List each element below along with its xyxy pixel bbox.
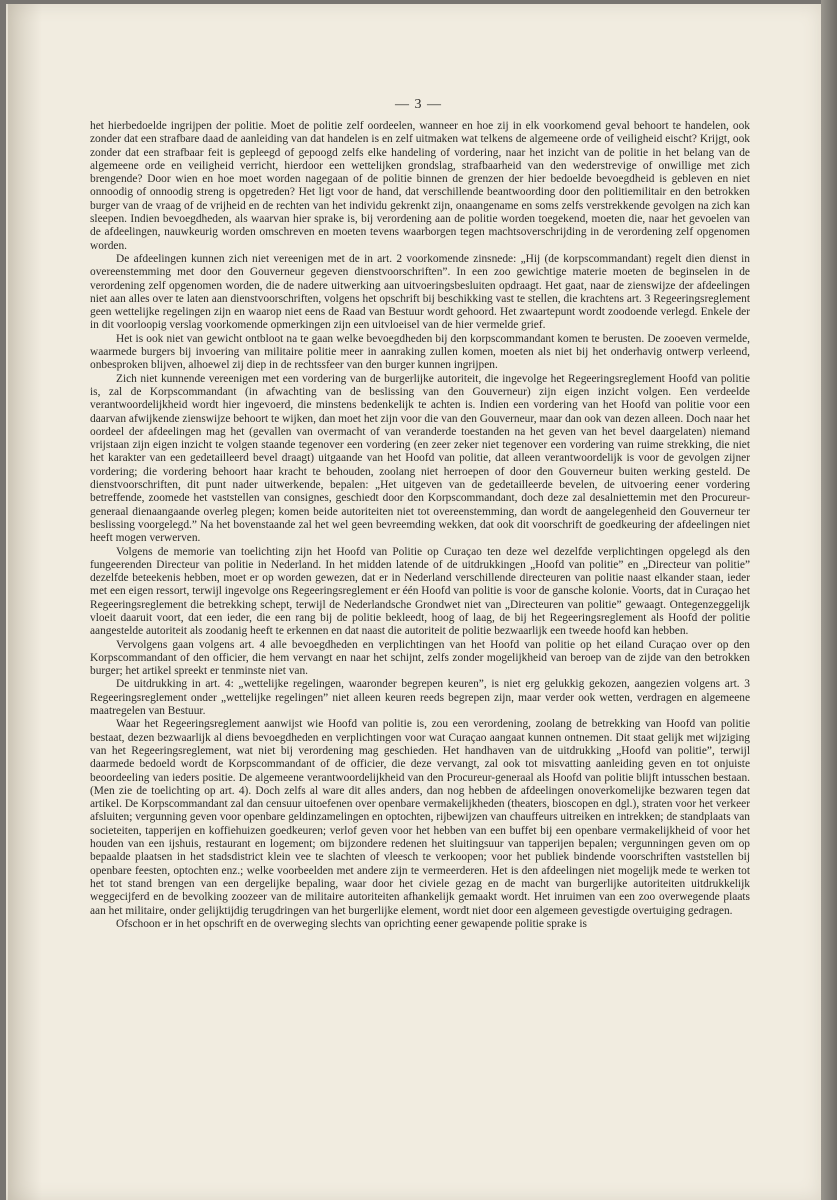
paragraph: Het is ook niet van gewicht ontbloot na te gaan welke bevoegdheden bij den korpscommandant komen te berusten. De zooeven vermelde, waarmede burgers bij invoering van militaire politie meer in aanraking zullen komen, moeten als niet bij het onderhavig ontwerp verleend, onbesproken blijven, alhoewel zij diep in de rechtssfeer van den burger kunnen ingrijpen. <box>90 332 750 372</box>
paragraph: het hierbedoelde ingrijpen der politie. Moet de politie zelf oordeelen, wanneer en hoe zij in elk voorkomend geval behoort te handelen, ook zonder dat een strafbare daad de aanleiding van dat handelen is en zelf uitmaken wat telkens de algemeene orde of veiligheid eischt? Krijgt, ook zonder dat een strafbaar feit is gepleegd of gepoogd zelfs elke handeling of vordering, naar het inzicht van de politie in het belang van de algemeene orde en veiligheid verricht, hierdoor een wettelijken grondslag, strafbaarheid van den wederstrevige of onwillige met zich brengende? Door wien en hoe moet worden nagegaan of de politie binnen de grenzen der hier bedoelde bevoegdheid is gebleven en niet onnoodig of onnoodig streng is opgetreden? Het ligt voor de hand, dat verschillende beantwoording door den politiemilitair en den betrokken burger van de vraag of de vrijheid en de rechten van het individu gekrenkt zijn, onaangename en soms zelfs verstrekkende gevolgen na zich kan sleepen. Indien bevoegdheden, als waarvan hier sprake is, bij verordening aan de politie worden toegekend, moeten die, naar het gevoelen van de afdeelingen, nauwkeurig worden omschreven en moeten tevens waarborgen tegen machtsoverschrijding in de verordening zelf opgenomen worden. <box>90 120 750 252</box>
page-edge <box>821 0 837 1200</box>
paragraph: Waar het Regeeringsreglement aanwijst wie Hoofd van politie is, zou een verordening, zoolang de betrekking van Hoofd van politie bestaat, dezen bezwaarlijk al diens bevoegdheden en verplichtingen voor wat Curaçao aangaat kunnen ontnemen. Dit staat gelijk met wijziging van het Regeeringsreglement, wat niet bij verordening mag geschieden. Het handhaven van de uitdrukking „Hoofd van politie”, terwijl daarmede bedoeld wordt de Korpscommandant of de officier, die deze vervangt, zal ook tot misvatting aanleiding geven en tot onjuiste beoordeeling van ieders positie. De algemeene verantwoordelijkheid van den Procureur-generaal als Hoofd van politie blijft intusschen bestaan. (Men zie de toelichting op art. 4). Doch zelfs al ware dit alles anders, dan nog hebben de afdeelingen onoverkomelijke bezwaren tegen dat artikel. De Korpscommandant zal dan censuur uitoefenen over openbare vermakelijkheden (theaters, bioscopen en dgl.), straten voor het verkeer afsluiten; vergunning geven voor openbare geldinzamelingen en optochten, rijbewijzen van chauffeurs uitreiken en intrekken; de standplaats van societeiten, tapperijen en koffiehuizen goedkeuren; verlof geven voor het hebben van een buffet bij een openbare vermakelijkheid of voor het houden van een ijshuis, restaurant en logement; om bijzondere redenen het sluitingsuur van tapperijen bepalen; vergunningen geven om op bepaalde plaatsen in het stadsdistrict klein vee te slachten of vleesch te verkoopen; voor het publiek bindende voorschriften vaststellen bij openbare feesten, optochten enz.; welke voorbeelden met andere zijn te vermeerderen. Het is den afdeelingen niet mogelijk mede te werken tot het tot stand brengen van een dergelijke bepaling, waar door het civiele gezag en de macht van burgerlijke autoriteiten uitdrukkelijk weggecijferd en de bevolking zoozeer van de militaire autoriteiten afhankelijk gemaakt wordt. Het inruimen van een zoo overwegende plaats aan het militaire, onder gelijktijdig terugdringen van het burgerlijke element, wordt niet door een algemeen gevestigde overtuiging gedragen. <box>90 718 750 917</box>
page-fold-shadow <box>8 4 42 1200</box>
paragraph: Vervolgens gaan volgens art. 4 alle bevoegdheden en verplichtingen van het Hoofd van politie op het eiland Curaçao over op den Korpscommandant of den officier, die hem vervangt en naar het schijnt, zelfs zonder mogelijkheid van beroep van de zijde van den betrokken burger; het artikel spreekt er tenminste niet van. <box>90 638 750 678</box>
paragraph: Volgens de memorie van toelichting zijn het Hoofd van Politie op Curaçao ten deze wel dezelfde verplichtingen opgelegd als den fungeerenden Directeur van politie in Nederland. In het midden latende of de uitdrukkingen „Hoofd van politie” en „Directeur van politie” dezelfde beteekenis hebben, moet er op worden gewezen, dat er in Nederland verschillende directeuren van politie naast elkander staan, ieder met een eigen ressort, terwijl ingevolge ons Regeeringsreglement er één Hoofd van politie is voor de gansche kolonie. Voorts, dat in Curaçao het Regeeringsreglement die betrekking schept, terwijl de Nederlandsche Grondwet niet van „Directeuren van politie” gewaagt. Ontegenzeggelijk vloeit daaruit voort, dat een ieder, die een rang bij de politie bekleedt, hoog of laag, de bij het Regeeringsreglement als Hoofd der politie aangestelde autoriteit als zoodanig heeft te erkennen en dat naast die autoriteit de politie bezwaarlijk een tweede hoofd kan hebben. <box>90 545 750 638</box>
page-number: — 3 — <box>395 97 442 112</box>
paragraph: Zich niet kunnende vereenigen met een vordering van de burgerlijke autoriteit, die ingevolge het Regeeringsreglement Hoofd van politie is, zal de Korpscommandant (in afwachting van de beslissing van den Gouverneur) zijn eigen inzicht volgen. Een verdeelde verantwoordelijkheid wordt hier ingevoerd, die minstens bedenkelijk te achten is. Indien een vordering van het Hoofd van politie voor een daarvan afwijkende zienswijze behoort te wijken, dan moet het zijn voor die van den Gouverneur, maar dan ook van dezen alleen. Doch naar het oordeel der afdeelingen mag het (gevallen van overmacht of van veranderde toestanden na het geven van het bevel daargelaten) niemand vrijstaan zijn eigen inzicht te volgen staande tegenover een vordering (en zeer zeker niet tegenover een vordering van ruime strekking, die niet het karakter van een gedetailleerd bevel draagt) uitgaande van het Hoofd van politie, dat alleen verantwoordelijk is voor de gevolgen zijner vordering; die vordering behoort haar kracht te behouden, zoolang niet herroepen of door den Gouverneur buiten werking gesteld. De dienstvoorschriften, dit punt nader uitwerkende, bepalen: „Het uitgeven van de gedetailleerde bevelen, de uitvoering eener vordering betreffende, zoomede het vaststellen van consignes, geschiedt door den Korpscommandant, doch deze zal desalniettemin met den Procureur-generaal dienaangaande overleg plegen; komen beide autoriteiten niet tot overeenstemming, dan wordt de aangelegenheid den Gouverneur ter beslissing voorgelegd.” Na het bovenstaande zal het wel geen bevreemding wekken, dat ook dit voorschrift de goedkeuring der afdeelingen niet heeft mogen verwerven. <box>90 372 750 545</box>
paragraph: De uitdrukking in art. 4: „wettelijke regelingen, waaronder begrepen keuren”, is niet erg gelukkig gekozen, aangezien volgens art. 3 Regeeringsreglement onder „wettelijke regelingen” niet alleen keuren reeds begrepen zijn, maar verder ook wetten, verdragen en algemeene maatregelen van Bestuur. <box>90 678 750 718</box>
paragraph: Ofschoon er in het opschrift en de overweging slechts van oprichting eener gewapende politie sprake is <box>116 917 587 930</box>
paragraph: De afdeelingen kunnen zich niet vereenigen met de in art. 2 voorkomende zinsnede: „Hij (de korpscommandant) regelt dien dienst in overeenstemming met door den Gouverneur gegeven dienstvoorschriften”. In een zoo gewichtige materie moeten de beginselen in de verordening zelf opgenomen worden, die de nadere uitwerking aan uitvoeringsbesluiten opdraagt. Het gaat, naar de zienswijze der afdeelingen niet aan alles over te laten aan dienstvoorschriften, volgens het opschrift bij beschikking vast te stellen, die krachtens art. 3 Regeeringsreglement geen wettelijke regelingen zijn en waarop niet eens de Raad van Bestuur wordt gehoord. Het zwaartepunt wordt zoodoende verlegd. Enkele der in dit voorloopig verslag voorkomende opmerkingen zijn een uitvloeisel van de hier vermelde grief. <box>90 252 750 332</box>
document-body <box>90 120 750 931</box>
